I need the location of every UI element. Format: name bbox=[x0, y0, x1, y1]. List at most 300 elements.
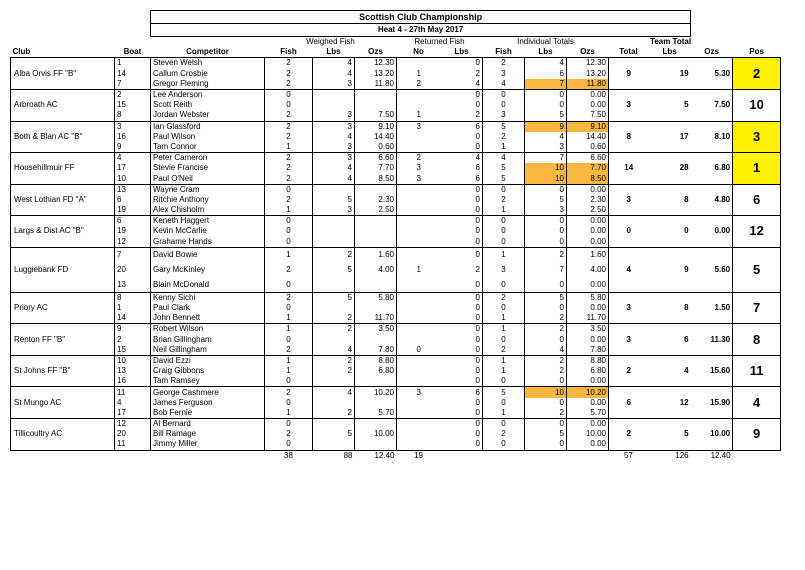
team-total: 0 bbox=[609, 216, 649, 248]
returned-lbs: 0 bbox=[441, 58, 483, 69]
team-lbs: 28 bbox=[649, 153, 691, 185]
position-badge: 3 bbox=[733, 121, 781, 153]
returned-no: 2 bbox=[397, 79, 441, 90]
individual-ozs: 0.00 bbox=[567, 100, 609, 110]
position-badge: 2 bbox=[733, 58, 781, 90]
weighed-lbs: 2 bbox=[313, 247, 355, 262]
team-total: 4 bbox=[609, 247, 649, 292]
returned-no bbox=[397, 408, 441, 419]
returned-lbs: 0 bbox=[441, 237, 483, 248]
competitor-name: Paul Wilson bbox=[151, 132, 265, 142]
returned-no bbox=[397, 419, 441, 430]
returned-no bbox=[397, 366, 441, 376]
boat-number: 4 bbox=[115, 398, 151, 408]
competitor-name: Grahame Hands bbox=[151, 237, 265, 248]
returned-lbs: 0 bbox=[441, 195, 483, 205]
sheet-subtitle: Heat 4 - 27th May 2017 bbox=[151, 24, 691, 37]
weighed-fish: 2 bbox=[265, 121, 313, 132]
individual-fish: 3 bbox=[483, 262, 525, 277]
individual-ozs: 7.80 bbox=[567, 345, 609, 356]
weighed-ozs: 7.80 bbox=[355, 345, 397, 356]
individual-lbs: 10 bbox=[525, 173, 567, 184]
competitor-name: Lee Anderson bbox=[151, 89, 265, 100]
competitor-name: Jordan Webster bbox=[151, 110, 265, 121]
weighed-ozs bbox=[355, 216, 397, 227]
boat-number: 6 bbox=[115, 195, 151, 205]
totals-row bbox=[11, 450, 781, 462]
individual-ozs: 3.50 bbox=[567, 324, 609, 335]
team-total: 3 bbox=[609, 184, 649, 216]
weighed-lbs bbox=[313, 216, 355, 227]
weighed-fish: 1 bbox=[265, 324, 313, 335]
returned-lbs: 0 bbox=[441, 313, 483, 324]
individual-lbs: 2 bbox=[525, 324, 567, 335]
individual-ozs: 2.50 bbox=[567, 205, 609, 216]
individual-fish: 2 bbox=[483, 132, 525, 142]
boat-number: 9 bbox=[115, 324, 151, 335]
weighed-lbs bbox=[313, 237, 355, 248]
boat-number: 6 bbox=[115, 216, 151, 227]
individual-fish: 0 bbox=[483, 398, 525, 408]
weighed-lbs bbox=[313, 398, 355, 408]
returned-no: 3 bbox=[397, 173, 441, 184]
position-badge: 6 bbox=[733, 184, 781, 216]
team-ozs: 4.80 bbox=[691, 184, 733, 216]
weighed-ozs: 12.30 bbox=[355, 58, 397, 69]
team-total-header: Team Total bbox=[650, 37, 692, 47]
returned-no bbox=[397, 439, 441, 450]
individual-fish: 1 bbox=[483, 142, 525, 153]
team-lbs: 0 bbox=[649, 216, 691, 248]
grand-total: 12.40 bbox=[710, 451, 731, 461]
weighed-ozs: 11.80 bbox=[355, 79, 397, 90]
weighed-ozs: 3.50 bbox=[355, 324, 397, 335]
competitor-name: Ritchie Anthony bbox=[151, 195, 265, 205]
weighed-ozs bbox=[355, 376, 397, 387]
individual-lbs: 2 bbox=[525, 313, 567, 324]
boat-number: 20 bbox=[115, 429, 151, 439]
club-name: St Johns FF "B" bbox=[11, 355, 115, 387]
empty-cell bbox=[567, 450, 609, 462]
weighed-fish: 2 bbox=[265, 195, 313, 205]
returned-no bbox=[397, 313, 441, 324]
boat-number: 10 bbox=[115, 355, 151, 366]
individual-fish: 2 bbox=[483, 292, 525, 303]
column-header: Lbs bbox=[538, 47, 553, 57]
weighed-lbs: 2 bbox=[313, 355, 355, 366]
weighed-fish: 1 bbox=[265, 408, 313, 419]
team-total: 3 bbox=[609, 292, 649, 324]
individual-lbs: 7 bbox=[525, 262, 567, 277]
team-ozs: 5.60 bbox=[691, 247, 733, 292]
results-table bbox=[10, 10, 781, 462]
competitor-name: Callum Crosbie bbox=[151, 69, 265, 79]
competitor-name: Robert Wilson bbox=[151, 324, 265, 335]
weighed-ozs: 13.20 bbox=[355, 69, 397, 79]
weighed-fish: 0 bbox=[265, 419, 313, 430]
returned-lbs: 4 bbox=[441, 79, 483, 90]
position-badge: 10 bbox=[733, 89, 781, 121]
returned-no bbox=[397, 324, 441, 335]
weighed-fish: 2 bbox=[265, 163, 313, 173]
weighed-lbs bbox=[313, 100, 355, 110]
club-name: West Lothian FD "A" bbox=[11, 184, 115, 216]
individual-lbs: 4 bbox=[525, 58, 567, 69]
club-name: Luggiebank FD bbox=[11, 247, 115, 292]
returned-lbs: 2 bbox=[441, 262, 483, 277]
grand-total: 88 bbox=[343, 451, 353, 461]
individual-ozs: 4.00 bbox=[567, 262, 609, 277]
team-lbs: 6 bbox=[649, 324, 691, 356]
returned-lbs: 0 bbox=[441, 419, 483, 430]
boat-number: 13 bbox=[115, 184, 151, 195]
individual-fish: 2 bbox=[483, 195, 525, 205]
weighed-fish: 1 bbox=[265, 142, 313, 153]
club-name: Renton FF "B" bbox=[11, 324, 115, 356]
empty-cell bbox=[483, 450, 525, 462]
weighed-fish: 1 bbox=[265, 247, 313, 262]
weighed-ozs: 8.80 bbox=[355, 355, 397, 366]
empty-cell bbox=[441, 450, 483, 462]
boat-number: 15 bbox=[115, 345, 151, 356]
individual-lbs: 7 bbox=[525, 79, 567, 90]
team-total: 6 bbox=[609, 387, 649, 419]
table-row bbox=[11, 324, 781, 335]
weighed-lbs bbox=[313, 89, 355, 100]
individual-fish: 5 bbox=[483, 387, 525, 398]
grand-total: 57 bbox=[624, 451, 633, 461]
individual-fish: 1 bbox=[483, 324, 525, 335]
competitor-name: Steven Welsh bbox=[151, 58, 265, 69]
weighed-ozs: 9.10 bbox=[355, 121, 397, 132]
weighed-ozs bbox=[355, 277, 397, 292]
competitor-name: Jimmy Miller bbox=[151, 439, 265, 450]
individual-fish: 1 bbox=[483, 408, 525, 419]
returned-no bbox=[397, 376, 441, 387]
individual-lbs: 3 bbox=[525, 205, 567, 216]
weighed-lbs: 5 bbox=[313, 429, 355, 439]
individual-fish: 0 bbox=[483, 226, 525, 236]
column-header: Total bbox=[619, 47, 638, 57]
individual-lbs: 3 bbox=[525, 142, 567, 153]
individual-fish: 0 bbox=[483, 303, 525, 313]
competitor-name: Paul O'Neil bbox=[151, 173, 265, 184]
boat-number: 19 bbox=[115, 226, 151, 236]
team-ozs: 15.90 bbox=[691, 387, 733, 419]
weighed-lbs bbox=[313, 419, 355, 430]
returned-no bbox=[397, 226, 441, 236]
weighed-fish: 2 bbox=[265, 79, 313, 90]
weighed-ozs: 2.50 bbox=[355, 205, 397, 216]
returned-no bbox=[397, 398, 441, 408]
competitor-name: Kevin McCarlie bbox=[151, 226, 265, 236]
weighed-ozs: 14.40 bbox=[355, 132, 397, 142]
weighed-ozs: 7.50 bbox=[355, 110, 397, 121]
returned-lbs: 0 bbox=[441, 324, 483, 335]
competitor-name: Alex Chisholm bbox=[151, 205, 265, 216]
individual-fish: 0 bbox=[483, 100, 525, 110]
boat-number: 15 bbox=[115, 100, 151, 110]
weighed-fish: 0 bbox=[265, 216, 313, 227]
table-row bbox=[11, 292, 781, 303]
weighed-lbs: 4 bbox=[313, 345, 355, 356]
results-sheet bbox=[10, 10, 764, 462]
boat-number: 14 bbox=[115, 313, 151, 324]
team-lbs: 5 bbox=[649, 89, 691, 121]
competitor-name: Neil Gillingham bbox=[151, 345, 265, 356]
individual-ozs: 6.60 bbox=[567, 153, 609, 164]
competitor-name: David Ezzi bbox=[151, 355, 265, 366]
boat-number: 2 bbox=[115, 89, 151, 100]
returned-no: 3 bbox=[397, 121, 441, 132]
weighed-fish: 2 bbox=[265, 387, 313, 398]
boat-number: 4 bbox=[115, 153, 151, 164]
team-lbs: 12 bbox=[649, 387, 691, 419]
returned-no bbox=[397, 184, 441, 195]
returned-lbs: 0 bbox=[441, 408, 483, 419]
team-lbs: 4 bbox=[649, 355, 691, 387]
team-total: 2 bbox=[609, 419, 649, 451]
individual-ozs: 0.00 bbox=[567, 419, 609, 430]
boat-number: 7 bbox=[115, 79, 151, 90]
individual-lbs: 0 bbox=[525, 226, 567, 236]
individual-lbs: 0 bbox=[525, 335, 567, 345]
individual-ozs: 0.00 bbox=[567, 439, 609, 450]
boat-number: 17 bbox=[115, 408, 151, 419]
individual-lbs: 7 bbox=[525, 153, 567, 164]
team-lbs: 9 bbox=[649, 247, 691, 292]
boat-number: 11 bbox=[115, 439, 151, 450]
weighed-lbs: 4 bbox=[313, 173, 355, 184]
weighed-fish: 1 bbox=[265, 355, 313, 366]
returned-no bbox=[397, 355, 441, 366]
individual-ozs: 8.80 bbox=[567, 355, 609, 366]
weighed-ozs: 8.50 bbox=[355, 173, 397, 184]
returned-lbs: 6 bbox=[441, 163, 483, 173]
competitor-name: Gregor Fleming bbox=[151, 79, 265, 90]
boat-number: 3 bbox=[115, 121, 151, 132]
column-header: Lbs bbox=[662, 47, 677, 57]
weighed-fish: 0 bbox=[265, 100, 313, 110]
boat-number: 12 bbox=[115, 237, 151, 248]
weighed-ozs bbox=[355, 398, 397, 408]
individual-ozs: 0.00 bbox=[567, 303, 609, 313]
sheet-title: Scottish Club Championship bbox=[151, 11, 691, 24]
boat-number: 14 bbox=[115, 69, 151, 79]
returned-lbs: 0 bbox=[441, 439, 483, 450]
weighed-ozs: 5.80 bbox=[355, 292, 397, 303]
returned-lbs: 0 bbox=[441, 226, 483, 236]
weighed-fish: 0 bbox=[265, 89, 313, 100]
weighed-fish: 0 bbox=[265, 237, 313, 248]
competitor-name: Ian Glassford bbox=[151, 121, 265, 132]
column-header: Lbs bbox=[326, 47, 341, 57]
weighed-lbs bbox=[313, 376, 355, 387]
team-ozs: 6.80 bbox=[691, 153, 733, 185]
competitor-name: Bob Fernie bbox=[151, 408, 265, 419]
individual-ozs: 0.00 bbox=[567, 335, 609, 345]
boat-number: 8 bbox=[115, 292, 151, 303]
returned-no bbox=[397, 303, 441, 313]
weighed-fish: 2 bbox=[265, 292, 313, 303]
team-lbs: 5 bbox=[649, 419, 691, 451]
individual-fish: 1 bbox=[483, 247, 525, 262]
weighed-fish: 2 bbox=[265, 173, 313, 184]
team-ozs: 15.60 bbox=[691, 355, 733, 387]
individual-lbs: 4 bbox=[525, 132, 567, 142]
returned-no: 0 bbox=[397, 345, 441, 356]
weighed-lbs bbox=[313, 226, 355, 236]
individual-lbs: 4 bbox=[525, 345, 567, 356]
individual-fish: 2 bbox=[483, 429, 525, 439]
weighed-ozs: 11.70 bbox=[355, 313, 397, 324]
individual-lbs: 0 bbox=[525, 89, 567, 100]
competitor-name: Bill Ramage bbox=[151, 429, 265, 439]
competitor-name: Keneth Haggert bbox=[151, 216, 265, 227]
weighed-fish: 2 bbox=[265, 69, 313, 79]
club-name: St Mungo AC bbox=[11, 387, 115, 419]
table-row bbox=[11, 58, 781, 69]
team-ozs: 11.30 bbox=[691, 324, 733, 356]
returned-lbs: 4 bbox=[441, 153, 483, 164]
returned-no bbox=[397, 429, 441, 439]
weighed-ozs: 10.00 bbox=[355, 429, 397, 439]
table-row bbox=[11, 387, 781, 398]
competitor-name: James Ferguson bbox=[151, 398, 265, 408]
individual-lbs: 0 bbox=[525, 100, 567, 110]
team-total: 8 bbox=[609, 121, 649, 153]
returned-no: 3 bbox=[416, 163, 421, 173]
individual-ozs: 0.00 bbox=[567, 376, 609, 387]
returned-lbs: 0 bbox=[441, 100, 483, 110]
individual-fish: 0 bbox=[483, 335, 525, 345]
empty-cell bbox=[733, 450, 781, 462]
boat-number: 17 bbox=[115, 163, 151, 173]
individual-ozs: 0.00 bbox=[567, 89, 609, 100]
individual-fish: 0 bbox=[483, 184, 525, 195]
grand-total: 38 bbox=[284, 451, 293, 461]
individual-ozs: 0.00 bbox=[567, 277, 609, 292]
weighed-ozs bbox=[355, 439, 397, 450]
competitor-name: Tam Connor bbox=[151, 142, 265, 153]
individual-ozs: 7.50 bbox=[567, 110, 609, 121]
weighed-fish: 0 bbox=[265, 439, 313, 450]
weighed-ozs bbox=[355, 303, 397, 313]
team-ozs: 5.30 bbox=[691, 58, 733, 90]
individual-fish: 0 bbox=[483, 277, 525, 292]
club-name: Largs & Dist AC "B" bbox=[11, 216, 115, 248]
table-row bbox=[11, 216, 781, 227]
returned-lbs: 0 bbox=[441, 205, 483, 216]
competitor-name: Kenny Sichi bbox=[151, 292, 265, 303]
competitor-name: Peter Cameron bbox=[151, 153, 265, 164]
individual-fish: 0 bbox=[483, 237, 525, 248]
weighed-lbs: 5 bbox=[313, 262, 355, 277]
weighed-ozs: 5.70 bbox=[355, 408, 397, 419]
returned-no: 1 bbox=[416, 264, 421, 274]
returned-lbs: 0 bbox=[441, 142, 483, 153]
boat-number: 2 bbox=[115, 335, 151, 345]
returned-no bbox=[397, 277, 441, 292]
team-total: 9 bbox=[609, 58, 649, 90]
empty-cell bbox=[525, 450, 567, 462]
weighed-lbs: 4 bbox=[313, 132, 355, 142]
column-header: Competitor bbox=[186, 47, 229, 57]
weighed-lbs: 3 bbox=[313, 205, 355, 216]
individual-fish: 0 bbox=[483, 89, 525, 100]
returned-no: 2 bbox=[397, 153, 441, 164]
weighed-fish: 1 bbox=[265, 366, 313, 376]
table-row bbox=[11, 89, 781, 100]
individual-ozs: 11.70 bbox=[567, 313, 609, 324]
individual-fish: 0 bbox=[483, 419, 525, 430]
competitor-name: Blain McDonald bbox=[151, 277, 265, 292]
individual-lbs: 0 bbox=[525, 237, 567, 248]
weighed-lbs: 2 bbox=[313, 313, 355, 324]
individual-fish: 2 bbox=[483, 345, 525, 356]
team-ozs: 0.00 bbox=[691, 216, 733, 248]
returned-no: 1 bbox=[416, 68, 421, 78]
team-total: 3 bbox=[609, 89, 649, 121]
boat-number: 10 bbox=[115, 173, 151, 184]
weighed-ozs: 10.20 bbox=[355, 387, 397, 398]
individual-lbs: 0 bbox=[525, 303, 567, 313]
club-name: Househillmuir FF bbox=[11, 153, 115, 185]
competitor-name: Tam Ramsey bbox=[151, 376, 265, 387]
returned-no bbox=[397, 132, 441, 142]
weighed-ozs: 2.30 bbox=[355, 195, 397, 205]
position-badge: 12 bbox=[733, 216, 781, 248]
weighed-lbs: 3 bbox=[313, 153, 355, 164]
individual-ozs: 1.60 bbox=[567, 247, 609, 262]
individual-lbs: 0 bbox=[525, 439, 567, 450]
weighed-fish: 0 bbox=[265, 398, 313, 408]
weighed-fish: 2 bbox=[265, 58, 313, 69]
weighed-fish: 0 bbox=[265, 303, 313, 313]
team-lbs: 8 bbox=[649, 292, 691, 324]
individual-lbs: 10 bbox=[525, 163, 567, 173]
weighed-lbs bbox=[313, 184, 355, 195]
boat-number: 1 bbox=[115, 303, 151, 313]
individual-lbs: 0 bbox=[525, 398, 567, 408]
weighed-fish: 0 bbox=[265, 277, 313, 292]
individual-lbs: 2 bbox=[525, 355, 567, 366]
weighed-lbs: 4 bbox=[313, 69, 355, 79]
individual-fish: 3 bbox=[483, 110, 525, 121]
individual-lbs: 2 bbox=[525, 366, 567, 376]
returned-no bbox=[397, 205, 441, 216]
table-row bbox=[11, 121, 781, 132]
competitor-name: John Bennett bbox=[151, 313, 265, 324]
position-badge: 5 bbox=[733, 247, 781, 292]
competitor-name: George Cashmere bbox=[151, 387, 265, 398]
weighed-ozs bbox=[355, 226, 397, 236]
individual-ozs: 8.50 bbox=[567, 173, 609, 184]
weighed-lbs: 3 bbox=[313, 121, 355, 132]
weighed-fish: 2 bbox=[265, 262, 313, 277]
returned-lbs: 0 bbox=[441, 345, 483, 356]
individual-lbs: 5 bbox=[525, 292, 567, 303]
team-total: 3 bbox=[609, 324, 649, 356]
individual-lbs: 0 bbox=[525, 216, 567, 227]
weighed-fish: 0 bbox=[265, 226, 313, 236]
grand-total: 12.40 bbox=[374, 451, 395, 461]
returned-no bbox=[397, 100, 441, 110]
boat-number: 11 bbox=[115, 387, 151, 398]
team-lbs: 17 bbox=[649, 121, 691, 153]
column-header: Ozs bbox=[704, 47, 719, 57]
individual-ozs: 0.00 bbox=[567, 237, 609, 248]
